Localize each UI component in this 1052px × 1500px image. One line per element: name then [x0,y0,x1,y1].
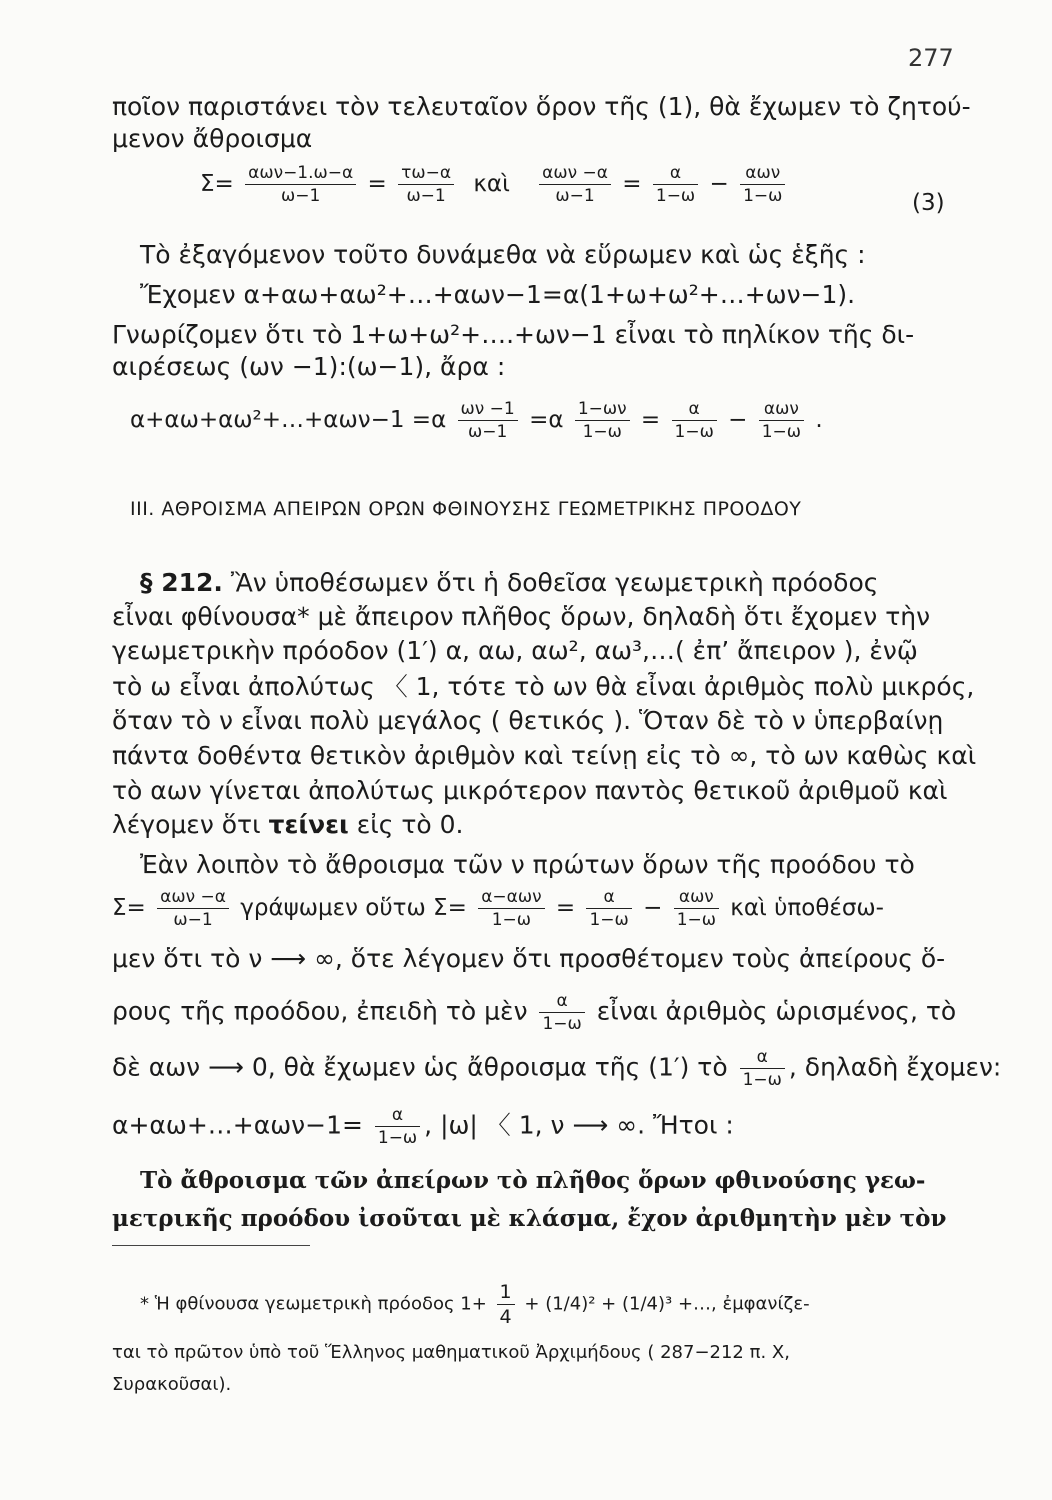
conjunction: καὶ [473,171,510,197]
denominator: 1−ω [589,910,629,930]
minus: − [728,407,748,433]
denominator: 1−ω [542,1014,582,1034]
numerator: αων [674,886,719,909]
denominator: ω−1 [173,910,213,930]
numerator: α [672,398,717,421]
footnote-rule [112,1245,310,1246]
numerator: α [539,990,584,1013]
equation-sigma [112,886,884,931]
eq-lhs: Σ= [200,171,234,197]
eq-mid: =α [529,407,564,433]
denominator: 1−ω [491,910,532,930]
paragraph-line [140,568,878,598]
denominator: 1−ω [742,1070,782,1090]
text-line: Τὸ ἐξαγόμενον τοῦτο δυνάμεθα νὰ εὕρωμεν καὶ ὡς ἑξῆς : [140,240,866,269]
numerator: αων −α [539,162,611,185]
page-number: 277 [908,44,954,72]
footnote-line: ται τὸ πρῶτον ὑπὸ τοῦ Ἕλληνος μαθηματικοῦ Ἀρχιμήδους ( 287−212 π. Χ, [112,1342,790,1363]
equation-label: (3) [912,190,945,216]
fraction [740,1046,785,1091]
numerator: 1−ων [575,398,630,421]
numerator: α [586,886,631,909]
fraction [575,398,630,443]
text-span: , |ω| 〈 1, ν ⟶ ∞. Ἤτοι : [424,1110,734,1140]
numerator: αων −α [157,886,229,909]
equals: = [555,895,576,921]
text-line: Ἔχομεν α+αω+αω²+…+αων−1=α(1+ω+ω²+…+ων−1). [140,280,856,309]
fraction [740,162,785,207]
paragraph-line: πάντα δοθέντα θετικὸν ἀριθμὸν καὶ τείνῃ εἰς τὸ ∞, τὸ ων καθὼς καὶ [112,741,977,770]
minus: − [643,895,663,921]
numerator: α [653,162,698,185]
fraction [478,886,544,931]
section-number: § 212. [140,568,223,597]
power-term: (1/4)³ [622,1293,673,1315]
bold-statement-line: Τὸ ἄθροισμα τῶν ἀπείρων τὸ πλῆθος ὅρων φθινούσης γεω- [140,1167,926,1194]
text-line: αιρέσεως (ων −1):(ω−1), ἄρα : [112,352,506,381]
text-span: δὲ αων ⟶ 0, θὰ ἔχωμεν ὡς ἄθροισμα τῆς (1′) τὸ [112,1052,728,1082]
text-span: * Ἡ φθίνουσα γεωμετρικὴ πρόοδος 1+ [140,1293,487,1315]
numerator: τω−α [398,162,454,185]
eq-lhs: α+αω+αω²+…+αων−1 =α [130,407,447,433]
text-line: Γνωρίζομεν ὅτι τὸ 1+ω+ω²+….+ων−1 εἶναι τὸ πηλίκον τῆς δι- [112,320,915,349]
text-span: εἰς τὸ 0. [348,810,464,839]
fraction [497,1280,515,1329]
numerator: α [375,1104,420,1127]
bold-term: τείνει [268,810,349,839]
paragraph-line: Ἐὰν λοιπὸν τὸ ἄθροισμα τῶν ν πρώτων ὅρων τῆς προόδου τὸ [140,850,915,879]
paragraph-line: τὸ ω εἶναι ἀπολύτως 〈 1, τότε τὸ ων θὰ εἶναι ἀριθμὸς πολὺ μικρός, [112,672,975,701]
denominator: 4 [499,1306,512,1328]
numerator: ων −1 [458,398,518,421]
numerator: 1 [497,1280,515,1305]
fraction [672,398,717,443]
minus: − [709,171,729,197]
equals: = [367,171,387,197]
text-span: , δηλαδὴ ἔχομεν: [788,1052,1002,1082]
period: . [815,407,823,433]
paragraph-line: εἶναι φθίνουσα* μὲ ἄπειρον πλῆθος ὅρων, δηλαδὴ ὅτι ἔχομεν τὴν [112,602,931,631]
paragraph-line [112,810,463,840]
fraction [375,1104,420,1149]
denominator: ω−1 [406,186,446,206]
fraction [458,398,518,443]
fraction [674,886,719,931]
numerator: αων [740,162,785,185]
text-span: εἶναι ἀριθμὸς ὡρισμένος, τὸ [596,996,957,1026]
paragraph-line [112,990,956,1035]
denominator: 1−ω [377,1128,418,1148]
text-span: ρους τῆς προόδου, ἐπειδὴ τὸ μὲν [112,996,528,1026]
numerator: α−αων [478,886,544,909]
fraction [539,162,611,207]
fraction [586,886,631,931]
footnote-line: Συρακοῦσαι). [112,1374,232,1395]
denominator: 1−ω [582,422,622,442]
paragraph-line: ὅταν τὸ ν εἶναι πολὺ μεγάλος ( θετικός ). Ὅταν δὲ τὸ ν ὑπερβαίνῃ [112,706,944,735]
equals: = [640,407,661,433]
paragraph-line: μεν ὅτι τὸ ν ⟶ ∞, ὅτε λέγομεν ὅτι προσθέτομεν τοὺς ἀπείρους ὅ- [112,944,946,973]
denominator: 1−ω [743,186,783,206]
equation-3 [200,162,789,207]
numerator: α [740,1046,785,1069]
paragraph-line [112,1104,734,1149]
bold-statement-line: μετρικῆς προόδου ἰσοῦται μὲ κλάσμα, ἔχον ἀριθμητὴν μὲν τὸν [112,1205,947,1232]
denominator: ω−1 [555,186,595,206]
text-span: α+αω+…+αων−1= [112,1110,363,1140]
equals: = [622,171,642,197]
fraction [653,162,698,207]
fraction [245,162,356,207]
denominator: ω−1 [281,186,321,206]
paragraph-line: γεωμετρικὴν πρόοδον (1′) α, αω, αω², αω³,…( ἐπ’ ἄπειρον ), ἐνῷ [112,636,918,665]
text-span: λέγομεν ὅτι [112,810,269,839]
numerator: αων−1.ω−α [245,162,356,185]
fraction [539,990,584,1035]
fraction [759,398,804,443]
footnote-line [140,1280,810,1329]
fraction [157,886,229,931]
text-span: +…, ἐμφανίζε- [677,1293,810,1315]
denominator: 1−ω [655,186,696,206]
denominator: 1−ω [674,422,714,442]
text-line: ποῖον παριστάνει τὸν τελευταῖον ὅρον τῆς (1), θὰ ἔχωμεν τὸ ζητού- [112,92,971,121]
paragraph-line [112,1046,1001,1091]
text-span: Ἂν ὑποθέσωμεν ὅτι ἡ δοθεῖσα γεωμετρικὴ πρόοδος [222,568,879,597]
fraction [398,162,454,207]
text-span: γράψωμεν οὕτω Σ= [240,895,467,921]
text-line: μενον ἄθροισμα [112,124,313,153]
text-span: καὶ ὑποθέσω- [730,895,884,921]
numerator: αων [759,398,804,421]
plus: + [524,1293,540,1315]
power-term: (1/4)² [545,1293,596,1315]
denominator: 1−ω [676,910,716,930]
section-heading: III. ΑΘΡΟΙΣΜΑ ΑΠΕΙΡΩΝ ΟΡΩΝ ΦΘΙΝΟΥΣΗΣ ΓΕΩΜΕΤΡΙΚΗΣ ΠΡΟΟΔΟΥ [130,498,802,520]
denominator: 1−ω [761,422,802,442]
plus: + [601,1293,617,1315]
denominator: ω−1 [468,422,508,442]
equation-sum [130,398,823,443]
eq-lhs: Σ= [112,895,146,921]
paragraph-line: τὸ αων γίνεται ἀπολύτως μικρότερον παντὸς θετικοῦ ἀριθμοῦ καὶ [112,776,948,805]
